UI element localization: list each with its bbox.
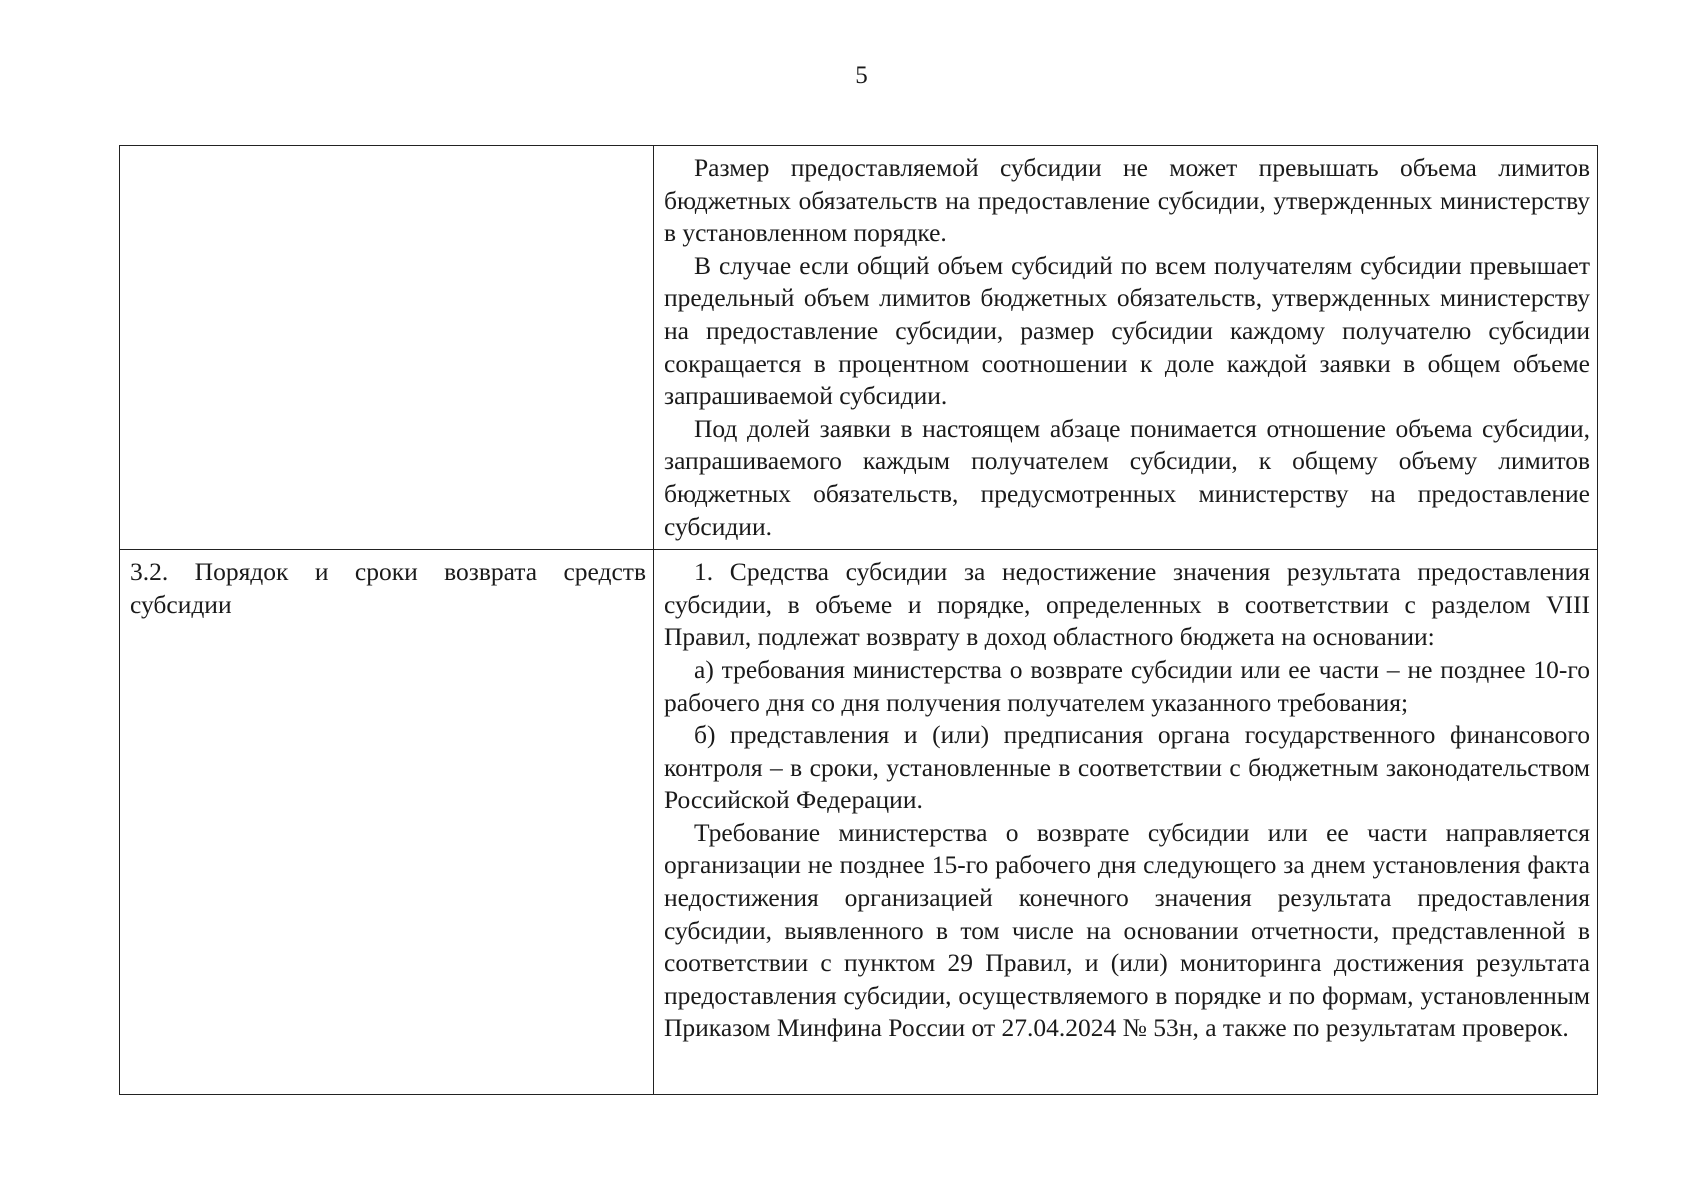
paragraph: Размер предоставляемой субсидии не может превышать объема лимитов бюджетных обязательств на предоставление субсидии, утвержденных министерству в установленном порядке. (664, 153, 1590, 248)
page-number: 5 (855, 62, 868, 89)
table-cell-right (654, 550, 1598, 1095)
table-row (120, 550, 1598, 1095)
table-row (120, 146, 1598, 550)
row-label: 3.2. Порядок и сроки возврата средств субсидии (130, 557, 646, 619)
paragraph: 1. Средства субсидии за недостижение значения результата предоставления субсидии, в объеме и порядке, определенных в соответствии с разделом VIII Правил, подлежат возврату в доход областного бюджета на основании: (664, 557, 1590, 652)
paragraph: б) представления и (или) предписания органа государственного финансового контроля – в сроки, установленные в соответствии с бюджетным законодательством Российской Федерации. (664, 720, 1590, 815)
paragraph: Требование министерства о возврате субсидии или ее части направляется организации не позднее 15-го рабочего дня следующего за днем установления факта недостижения организацией конечного значения результата предоставления субсидии, выявленного в том числе на основании отчетности, представленной в соответствии с пунктом 29 Правил, и (или) мониторинга достижения результата предоставления субсидии, осуществляемого в порядке и по формам, установленным Приказом Минфина России от 27.04.2024 № 53н, а также по результатам проверок. (664, 817, 1590, 1043)
table-cell-left (120, 550, 654, 1095)
paragraph: Под долей заявки в настоящем абзаце понимается отношение объема субсидии, запрашиваемого каждым получателем субсидии, к общему объему лимитов бюджетных обязательств, предусмотренных министерству на предоставление субсидии. (664, 413, 1590, 541)
table-cell-left (120, 146, 654, 550)
paragraph: В случае если общий объем субсидий по всем получателям субсидии превышает предельный объем лимитов бюджетных обязательств, утвержденных министерству на предоставление субсидии, размер субсидии каждому получателю субсидии сокращается в процентном соотношении к доле каждой заявки в общем объеме запрашиваемой субсидии. (664, 250, 1590, 411)
paragraph: а) требования министерства о возврате субсидии или ее части – не позднее 10-го рабочего дня со дня получения получателем указанного требования; (664, 654, 1590, 717)
table-cell-right (654, 146, 1598, 550)
document-table (119, 145, 1598, 1095)
